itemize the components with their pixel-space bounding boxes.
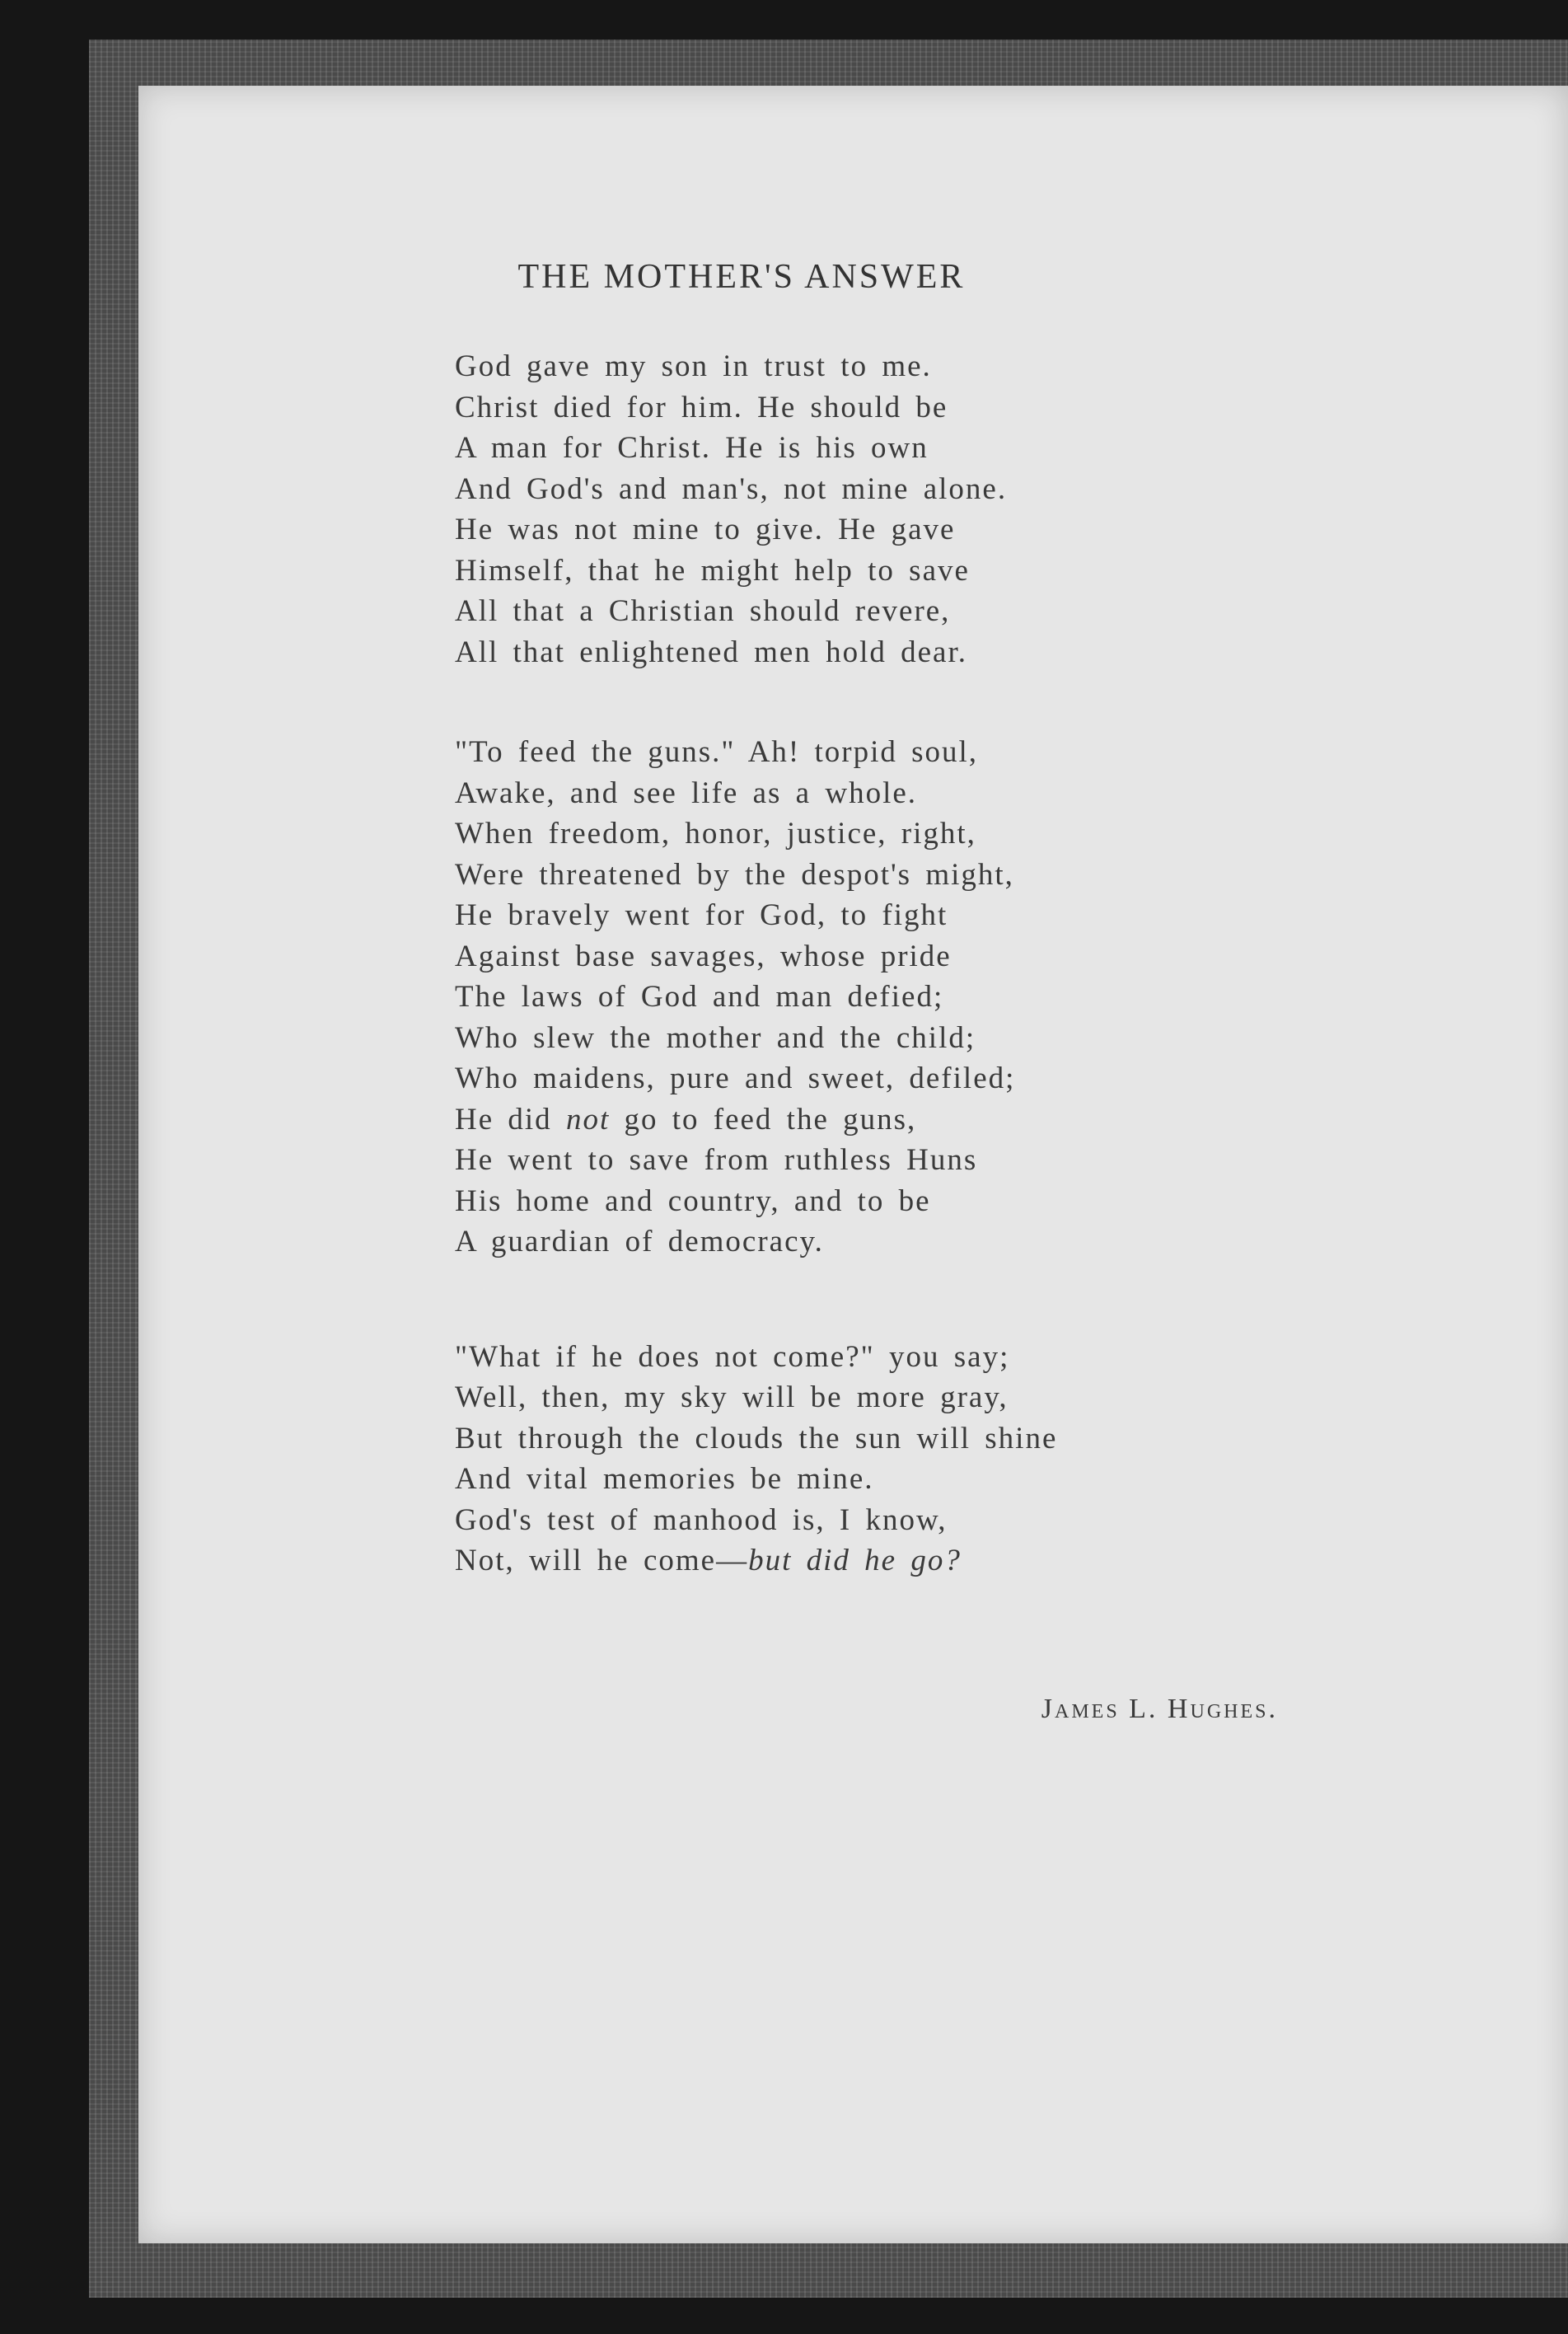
poem-line: "What if he does not come?" you say; xyxy=(455,1339,1010,1374)
poem-line: God's test of manhood is, I know, xyxy=(455,1502,948,1537)
poem-title-text: THE MOTHER'S ANSWER xyxy=(517,258,966,296)
stanza-2 xyxy=(455,732,1279,1263)
poem-line: Against base savages, whose pride xyxy=(455,939,952,973)
poem-line: He bravely went for God, to fight xyxy=(455,898,948,932)
poem-line: He went to save from ruthless Huns xyxy=(455,1143,978,1177)
poem-line: When freedom, honor, justice, right, xyxy=(455,817,976,851)
poem-line: Who slew the mother and the child; xyxy=(455,1020,976,1055)
poem-line: Were threatened by the despot's might, xyxy=(455,857,1014,892)
poem-line: All that enlightened men hold dear. xyxy=(455,635,967,669)
poem-title xyxy=(0,257,1483,297)
poem-line: Awake, and see life as a whole. xyxy=(455,776,918,810)
poem-line: All that a Christian should revere, xyxy=(455,594,951,628)
line-segment: He did xyxy=(455,1102,566,1137)
poem-line: The laws of God and man defied; xyxy=(455,980,944,1014)
poem-line: But through the clouds the sun will shine xyxy=(455,1421,1058,1455)
stanza-1 xyxy=(455,346,1279,673)
poem-line: Christ died for him. He should be xyxy=(455,390,948,424)
poem-line: Who maidens, pure and sweet, defiled; xyxy=(455,1062,1016,1095)
author-signature: James L. Hughes. xyxy=(1041,1694,1278,1724)
poem-line: God gave my son in trust to me. xyxy=(455,349,932,383)
emphasis-not: not xyxy=(565,1102,611,1137)
poem-line: A guardian of democracy. xyxy=(455,1225,824,1258)
line-segment: go to feed the guns, xyxy=(610,1102,917,1137)
poem-line: He was not mine to give. He gave xyxy=(455,513,956,546)
poem-last-line xyxy=(455,1540,1279,1582)
poem-body xyxy=(455,346,1279,1582)
poem-line: His home and country, and to be xyxy=(455,1183,931,1218)
poem-line-not xyxy=(455,1099,1279,1141)
emphasis-but-did-he-go: but did he go? xyxy=(748,1544,962,1577)
poem-line: And God's and man's, not mine alone. xyxy=(455,471,1008,506)
poem-line: And vital memories be mine. xyxy=(455,1462,874,1496)
poem-line: "To feed the guns." Ah! torpid soul, xyxy=(455,735,979,769)
poem-line: Well, then, my sky will be more gray, xyxy=(455,1380,1009,1414)
stanza-3 xyxy=(455,1337,1279,1582)
poem-line: Himself, that he might help to save xyxy=(455,553,970,588)
line-segment: Not, will he come— xyxy=(455,1544,749,1577)
poem-line: A man for Christ. He is his own xyxy=(455,431,929,465)
